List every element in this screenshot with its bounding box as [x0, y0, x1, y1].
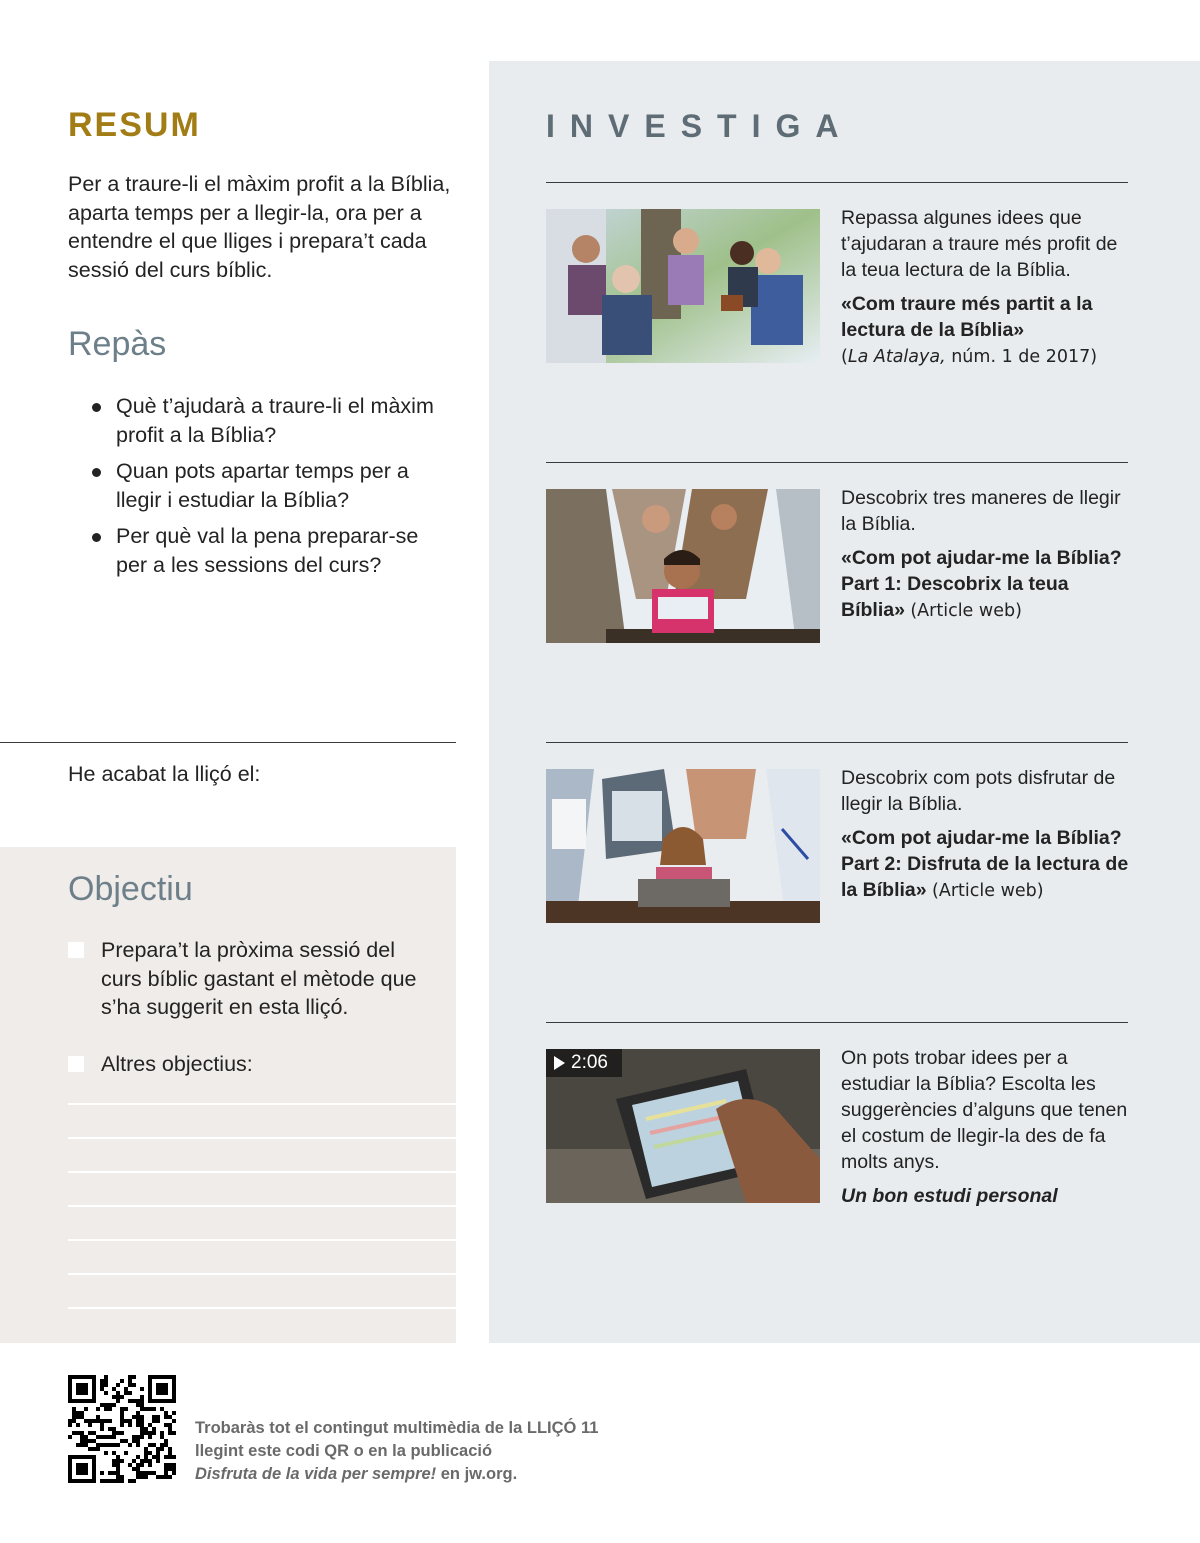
investigate-entry-text: [841, 205, 1131, 370]
review-heading: Repàs: [68, 325, 167, 363]
entry-title-link[interactable]: Un bon estudi personal: [841, 1185, 1058, 1207]
bullet-icon: [92, 468, 101, 477]
divider: [546, 742, 1128, 743]
entry-intro: Descobrix com pots disfrutar de llegir la Bíblia.: [841, 767, 1116, 815]
bullet-icon: [92, 533, 101, 542]
ref-paren: (: [841, 347, 848, 367]
divider: [546, 182, 1128, 183]
writing-line[interactable]: [68, 1171, 456, 1173]
goal-item: [68, 936, 431, 1022]
writing-line[interactable]: [68, 1307, 456, 1309]
writing-line[interactable]: [68, 1205, 456, 1207]
video-duration: 2:06: [571, 1052, 608, 1073]
footer-line: [195, 1463, 598, 1486]
review-question-text: Quan pots apartar temps per a llegir i estudiar la Bíblia?: [116, 459, 409, 512]
entry-title-link[interactable]: «Com pot ajudar-me la Bíblia? Part 2: Disfruta de la lectura de la Bíblia»: [841, 827, 1129, 901]
entry-title-link[interactable]: «Com pot ajudar-me la Bíblia? Part 1: Descobrix la teua Bíblia»: [841, 547, 1122, 621]
goal-item-text: Prepara’t la pròxima sessió del curs bíblic gastant el mètode que s’ha suggerit en esta lliçó.: [101, 938, 417, 1019]
summary-heading: RESUM: [68, 106, 201, 144]
ref-issue: núm. 1 de 2017): [945, 347, 1098, 367]
footer-line: llegint este codi QR o en la publicació: [195, 1442, 493, 1460]
video-duration-badge: [546, 1049, 622, 1077]
entry-reference: (Article web): [910, 601, 1022, 621]
checkbox[interactable]: [68, 1056, 84, 1072]
completed-date-label: He acabat la lliçó el:: [68, 762, 261, 786]
qr-code[interactable]: [68, 1375, 176, 1483]
entry-title-link[interactable]: «Com traure més partit a la lectura de la Bíblia»: [841, 293, 1093, 341]
goal-item-text: Altres objectius:: [101, 1052, 253, 1076]
divider: [0, 742, 456, 743]
entry-intro: Descobrix tres maneres de llegir la Bíblia.: [841, 487, 1121, 535]
checkbox[interactable]: [68, 942, 84, 958]
video-thumbnail[interactable]: [546, 1049, 820, 1203]
boy-reading-thumbnail[interactable]: [546, 489, 820, 643]
play-icon: [554, 1056, 565, 1070]
investigate-heading: INVESTIGA: [546, 108, 854, 144]
ref-publication: La Atalaya,: [847, 347, 946, 367]
girl-reading-thumbnail[interactable]: [546, 769, 820, 923]
divider: [546, 1022, 1128, 1023]
review-question: [92, 392, 452, 449]
reading-people-thumbnail[interactable]: [546, 209, 820, 363]
publication-title: Disfruta de la vida per sempre!: [195, 1465, 437, 1483]
divider: [546, 462, 1128, 463]
footer-line: Trobaràs tot el contingut multimèdia de la LLIÇÓ 11: [195, 1419, 599, 1437]
summary-text: Per a traure-li el màxim profit a la Bíblia, aparta temps per a llegir-la, ora per a entendre el que lliges i prepara’t cada sessió del curs bíblic.: [68, 172, 451, 282]
review-question-list: [92, 392, 452, 587]
writing-line[interactable]: [68, 1239, 456, 1241]
investigate-entry-text: [841, 765, 1131, 904]
entry-intro: Repassa algunes idees que t’ajudaran a traure més profit de la teua lectura de la Bíblia.: [841, 207, 1118, 281]
goal-panel: [0, 847, 456, 1343]
review-question-text: Per què val la pena preparar-se per a les sessions del curs?: [116, 524, 419, 577]
investigate-entry-text: [841, 485, 1131, 624]
footer-site: en jw.org.: [436, 1465, 518, 1483]
goal-heading: Objectiu: [68, 870, 193, 908]
bullet-icon: [92, 403, 101, 412]
writing-line[interactable]: [68, 1137, 456, 1139]
entry-reference: (Article web): [932, 881, 1044, 901]
entry-reference: [841, 347, 1097, 367]
investigate-entry-text: [841, 1045, 1131, 1209]
review-question: [92, 457, 452, 514]
writing-line[interactable]: [68, 1273, 456, 1275]
entry-intro: On pots trobar idees per a estudiar la Bíblia? Escolta les suggerències d’alguns que tenen el costum de llegir-la des de fa molts anys.: [841, 1047, 1128, 1173]
writing-line[interactable]: [68, 1103, 456, 1105]
review-question-text: Què t’ajudarà a traure-li el màxim profit a la Bíblia?: [116, 394, 434, 447]
goal-item: [68, 1050, 431, 1079]
review-question: [92, 522, 452, 579]
footer-note: [195, 1417, 598, 1486]
